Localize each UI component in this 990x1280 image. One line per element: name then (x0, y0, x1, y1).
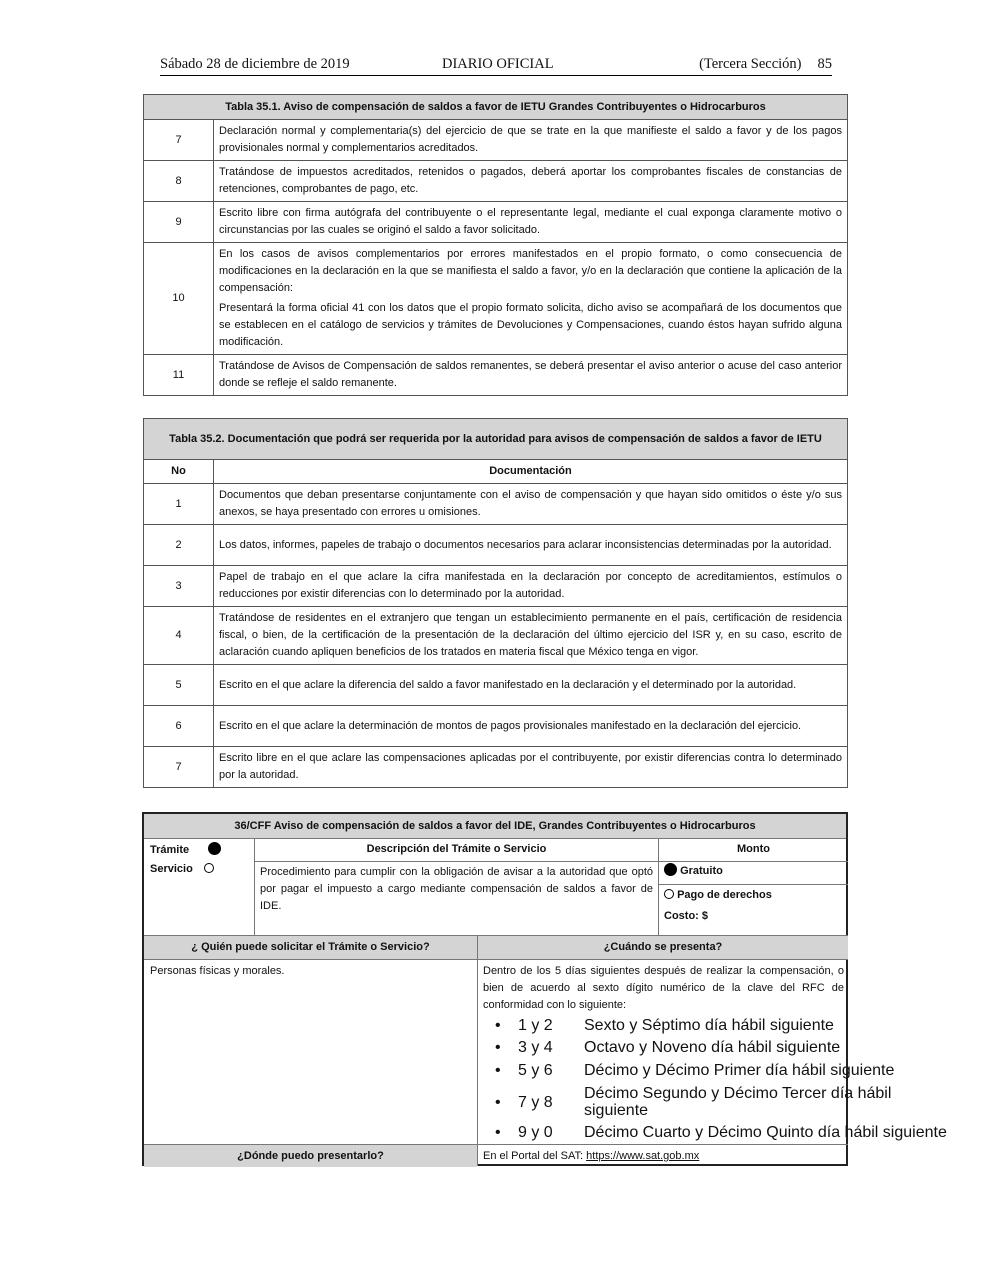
header-section-label: (Tercera Sección) (699, 56, 802, 72)
table-row (144, 747, 848, 788)
row-number: 10 (144, 243, 214, 355)
tramite-label: Trámite (150, 844, 190, 856)
schedule-when: Octavo y Noveno día hábil siguiente (584, 1039, 841, 1056)
row-text: Papel de trabajo en el que aclare la cifra manifestada en la declaración por concepto de acreditamientos, estímulos o reducciones por existir diferencias con lo determinado por la autoridad. (214, 566, 848, 607)
row-text: Escrito libre con firma autógrafa del contribuyente o el representante legal, mediante el cual exponga claramente motivo o circunstancias por las cuales se originó el saldo a favor solicitado. (214, 202, 848, 243)
header-section (699, 56, 832, 73)
row-number: 3 (144, 566, 214, 607)
table-row (144, 120, 848, 161)
row-text: Los datos, informes, papeles de trabajo o documentos necesarios para aclarar inconsistencias determinadas por la autoridad. (214, 525, 848, 566)
tramite-radio-icon (208, 842, 221, 855)
gratuito-label: Gratuito (680, 865, 723, 877)
table-35-1 (143, 94, 848, 396)
row-number: 1 (144, 484, 214, 525)
table-35-2 (143, 418, 848, 788)
table-row (144, 484, 848, 525)
table-row (144, 566, 848, 607)
costo-label: Costo: $ (664, 910, 708, 922)
table-row (144, 243, 848, 355)
pago-option (664, 887, 772, 904)
table-header-row (144, 460, 848, 484)
row-number: 4 (144, 607, 214, 665)
gratuito-radio-icon (664, 863, 677, 876)
description-text: Procedimiento para cumplir con la obligación de avisar a la autoridad que optó por pagar el impuesto a cargo mediante compensación de saldos a favor de IDE. (260, 866, 653, 912)
table-caption: Tabla 35.2. Documentación que podrá ser requerida por la autoridad para avisos de compensación de saldos a favor de IETU (144, 419, 848, 460)
page-number: 85 (817, 56, 832, 72)
schedule-item (481, 1039, 846, 1059)
monto-header: Monto (659, 838, 848, 862)
row-number: 2 (144, 525, 214, 566)
page-header (160, 56, 832, 78)
schedule-when: Décimo Segundo y Décimo Tercer día hábil (584, 1085, 892, 1102)
row-text: Escrito en el que aclare la determinación de montos de pagos provisionales manifestado en la declaración del ejercicio. (214, 706, 848, 747)
bullet-icon: • (495, 1124, 501, 1141)
table-row (144, 525, 848, 566)
schedule-item (481, 1017, 846, 1037)
row-paragraph: Presentará la forma oficial 41 con los datos que el propio formato solicita, dicho aviso se acompañará de los documentos que se establecen en el catálogo de servicios y trámites de Devoluciones y Compensaciones, cuando éstos hayan sufrido alguna modificación. (219, 302, 842, 348)
table-caption: Tabla 35.1. Aviso de compensación de saldos a favor de IETU Grandes Contribuyentes o Hidrocarburos (144, 95, 848, 120)
schedule-item (481, 1124, 947, 1144)
bullet-icon: • (495, 1094, 501, 1111)
row-number: 7 (144, 120, 214, 161)
schedule-when-cont: siguiente (584, 1102, 649, 1119)
row-text: Tratándose de residentes en el extranjero que tengan un establecimiento permanente en el país, certificación de residencia fiscal, o bien, de la certificación de la presentación de la declaración del último ejercicio del ISR y, en su caso, escrito de aclaración cuando apliquen beneficios de los tratados en materia fiscal que México tenga en vigor. (214, 607, 848, 665)
quien-text: Personas físicas y morales. (150, 965, 285, 977)
table-row (144, 706, 848, 747)
row-paragraph: En los casos de avisos complementarios por errores manifestados en el propio formato, o como consecuencia de modificaciones en la declaración en la que se manifiesta el saldo a favor, y/o en la declaración que contiene la aplicación de la compensación: (219, 248, 842, 294)
table-row (144, 665, 848, 706)
form-title: 36/CFF Aviso de compensación de saldos a favor del IDE, Grandes Contribuyentes o Hidrocarburos (144, 814, 846, 839)
row-number: 7 (144, 747, 214, 788)
header-title: DIARIO OFICIAL (442, 56, 554, 72)
table-row (144, 202, 848, 243)
header-rule (160, 75, 832, 76)
divider (659, 884, 848, 885)
schedule-digits: 1 y 2 (518, 1017, 553, 1034)
donde-text: En el Portal del SAT: (483, 1150, 584, 1162)
schedule-item (481, 1085, 892, 1121)
schedule-digits: 3 y 4 (518, 1039, 553, 1056)
quien-header: ¿ Quién puede solicitar el Trámite o Servicio? (144, 935, 477, 960)
cuando-text: Dentro de los 5 días siguientes después de realizar la compensación, o bien de acuerdo al sexto dígito numérico de la clave del RFC de conformidad con lo siguiente: (483, 965, 844, 1011)
table-row (144, 355, 848, 396)
gratuito-option (664, 863, 723, 880)
row-number: 9 (144, 202, 214, 243)
description-header: Descripción del Trámite o Servicio (255, 838, 658, 862)
servicio-radio-icon (204, 863, 214, 873)
row-text: Escrito libre en el que aclare las compensaciones aplicadas por el contribuyente, por existir diferencias contra lo determinado por la autoridad. (214, 747, 848, 788)
divider (477, 935, 478, 1166)
table-row (144, 607, 848, 665)
row-number: 8 (144, 161, 214, 202)
row-number: 11 (144, 355, 214, 396)
column-header-no: No (144, 460, 214, 484)
servicio-option (150, 861, 214, 878)
donde-header: ¿Dónde puedo presentarlo? (144, 1144, 477, 1167)
row-text: Escrito en el que aclare la diferencia del saldo a favor manifestado en la declaración y el determinado por la autoridad. (214, 665, 848, 706)
tramite-option (150, 842, 221, 859)
table-row (144, 161, 848, 202)
row-text: Documentos que deban presentarse conjuntamente con el aviso de compensación y que hayan sido omitidos o éste y/o sus anexos, se haya presentado con errores u omisiones. (214, 484, 848, 525)
cuando-header: ¿Cuándo se presenta? (478, 935, 848, 960)
schedule-digits: 9 y 0 (518, 1124, 553, 1141)
header-date: Sábado 28 de diciembre de 2019 (160, 56, 350, 72)
schedule-digits: 5 y 6 (518, 1062, 553, 1079)
pago-label: Pago de derechos (677, 889, 772, 901)
column-header-doc: Documentación (214, 460, 848, 484)
donde-cell (478, 1144, 848, 1166)
schedule-when: Sexto y Séptimo día hábil siguiente (584, 1017, 834, 1034)
schedule-item (481, 1062, 895, 1082)
schedule-when: Décimo y Décimo Primer día hábil siguiente (584, 1062, 895, 1079)
bullet-icon: • (495, 1062, 501, 1079)
sat-portal-link[interactable]: https://www.sat.gob.mx (586, 1150, 700, 1162)
pago-radio-icon (664, 889, 674, 899)
row-text: Tratándose de impuestos acreditados, retenidos o pagados, deberá aportar los comprobantes fiscales de constancias de retenciones, comprobantes de pago, etc. (214, 161, 848, 202)
schedule-digits: 7 y 8 (518, 1094, 553, 1111)
bullet-icon: • (495, 1039, 501, 1056)
schedule-when: Décimo Cuarto y Décimo Quinto día hábil siguiente (584, 1124, 947, 1141)
row-number: 5 (144, 665, 214, 706)
row-text: Tratándose de Avisos de Compensación de saldos remanentes, se deberá presentar el aviso anterior o acuse del caso anterior donde se refleje el saldo remanente. (214, 355, 848, 396)
bullet-icon: • (495, 1017, 501, 1034)
row-number: 6 (144, 706, 214, 747)
row-text: Declaración normal y complementaria(s) del ejercicio de que se trate en la que manifieste el saldo a favor y de los pagos provisionales normal y complementarios acreditados. (214, 120, 848, 161)
servicio-label: Servicio (150, 863, 193, 875)
row-text (214, 243, 848, 355)
